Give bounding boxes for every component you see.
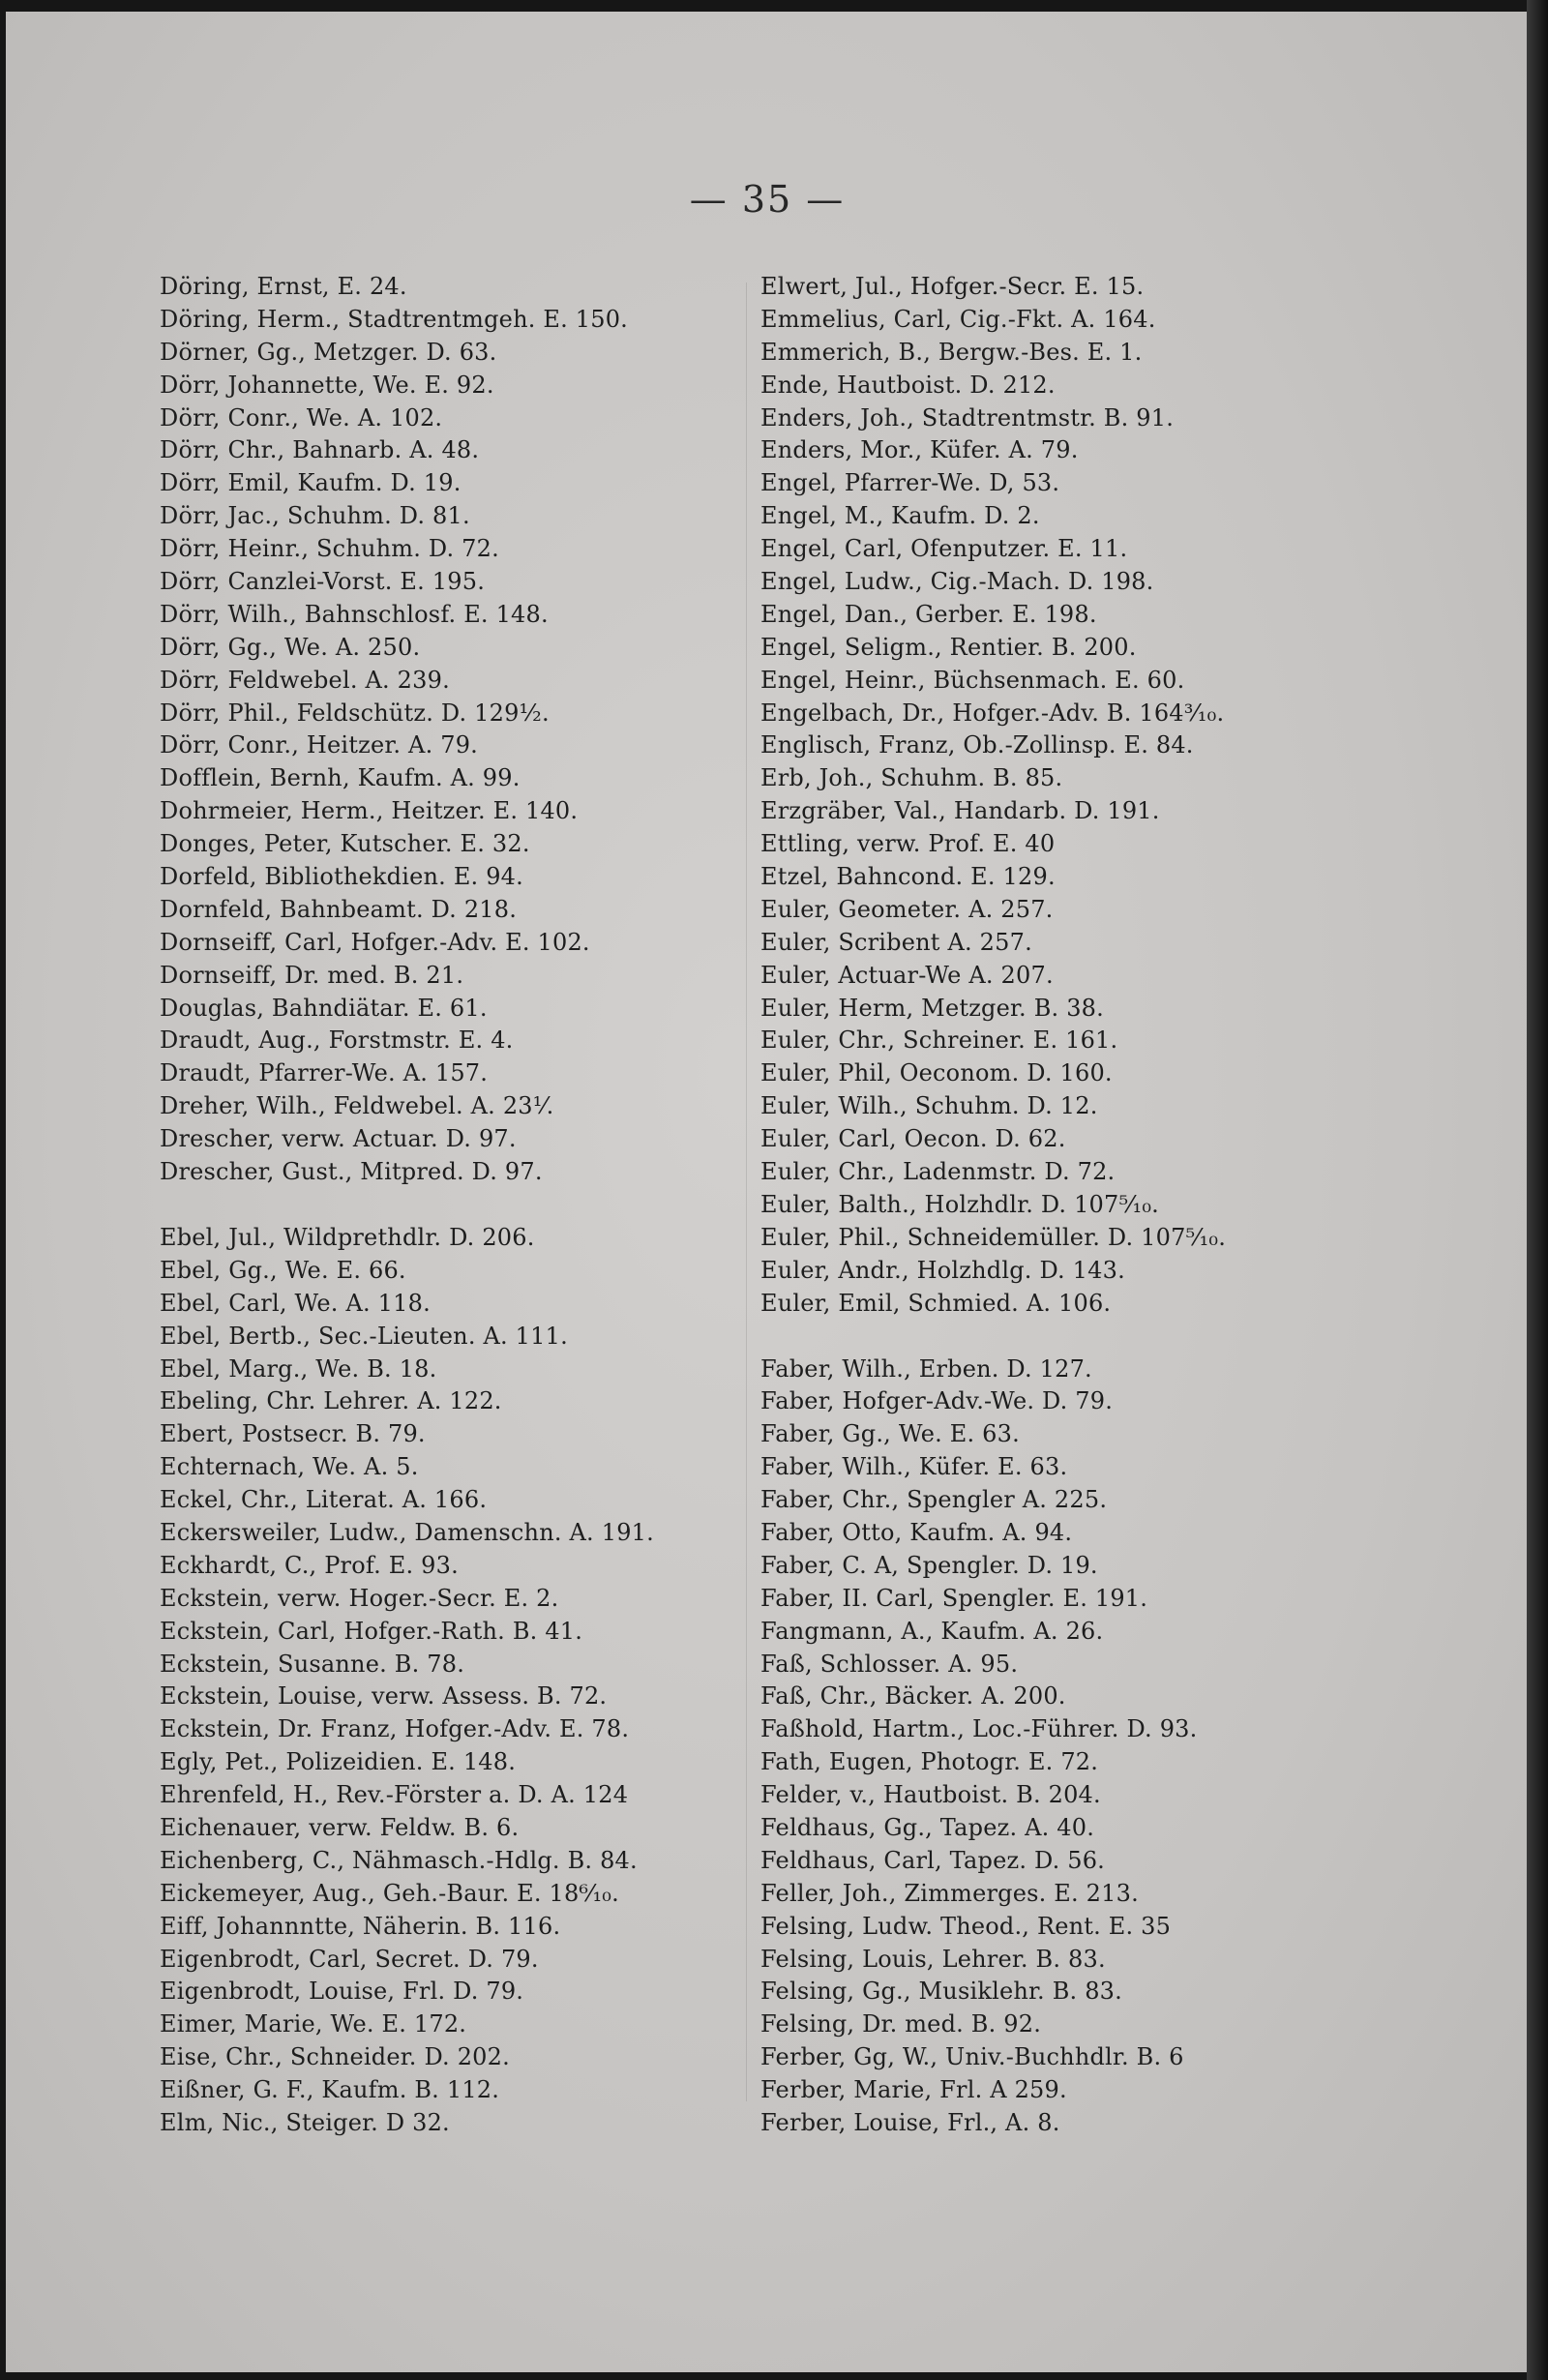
directory-entry: Ebel, Marg., We. B. 18. bbox=[160, 1354, 437, 1383]
directory-entry: Euler, Chr., Ladenmstr. D. 72. bbox=[760, 1158, 1116, 1186]
directory-entry: Ende, Hautboist. D. 212. bbox=[760, 371, 1056, 399]
book-binding-edge bbox=[1527, 0, 1548, 2380]
directory-entry: Eckhardt, C., Prof. E. 93. bbox=[160, 1551, 459, 1579]
directory-entry: Euler, Andr., Holzhdlg. D. 143. bbox=[760, 1256, 1125, 1284]
directory-entry: Donges, Peter, Kutscher. E. 32. bbox=[160, 830, 530, 858]
directory-entry: Dörr, Emil, Kaufm. D. 19. bbox=[160, 469, 461, 497]
directory-entry: Ettling, verw. Prof. E. 40 bbox=[760, 830, 1056, 858]
directory-entry: Eichenberg, C., Nähmasch.-Hdlg. B. 84. bbox=[160, 1846, 638, 1874]
directory-entry: Engel, Dan., Gerber. E. 198. bbox=[760, 600, 1097, 628]
directory-entry: Felsing, Gg., Musiklehr. B. 83. bbox=[760, 1978, 1122, 2006]
directory-entry: Ebeling, Chr. Lehrer. A. 122. bbox=[160, 1387, 502, 1415]
column-gutter bbox=[746, 283, 747, 2101]
directory-entry: Felder, v., Hautboist. B. 204. bbox=[760, 1781, 1101, 1809]
directory-entry: Engel, Seligm., Rentier. B. 200. bbox=[760, 633, 1137, 661]
directory-entry: Eckstein, verw. Hoger.-Secr. E. 2. bbox=[160, 1584, 559, 1612]
directory-entry: Engelbach, Dr., Hofger.-Adv. B. 164³⁄₁₀. bbox=[760, 699, 1225, 727]
directory-entry: Faber, Hofger-Adv.-We. D. 79. bbox=[760, 1387, 1114, 1415]
directory-entry: Eckersweiler, Ludw., Damenschn. A. 191. bbox=[160, 1518, 654, 1546]
directory-entry: Dörr, Conr., Heitzer. A. 79. bbox=[160, 731, 479, 759]
directory-entry: Euler, Phil., Schneidemüller. D. 107⁵⁄₁₀. bbox=[760, 1223, 1227, 1251]
directory-entry: Felsing, Louis, Lehrer. B. 83. bbox=[760, 1945, 1106, 1973]
directory-entry: Döring, Herm., Stadtrentmgeh. E. 150. bbox=[160, 305, 629, 333]
directory-entry: Engel, Heinr., Büchsenmach. E. 60. bbox=[760, 666, 1185, 694]
directory-entry: Eckstein, Susanne. B. 78. bbox=[160, 1650, 465, 1678]
directory-entry: Faber, Chr., Spengler A. 225. bbox=[760, 1486, 1108, 1514]
directory-entry: Ebert, Postsecr. B. 79. bbox=[160, 1420, 426, 1448]
directory-entry: Fangmann, A., Kaufm. A. 26. bbox=[760, 1617, 1104, 1645]
book-page bbox=[6, 12, 1529, 2372]
directory-entry: Eckstein, Carl, Hofger.-Rath. B. 41. bbox=[160, 1617, 583, 1645]
directory-entry: Draudt, Pfarrer-We. A. 157. bbox=[160, 1059, 489, 1087]
directory-entry: Faber, Otto, Kaufm. A. 94. bbox=[760, 1518, 1073, 1546]
directory-entry: Engel, Carl, Ofenputzer. E. 11. bbox=[760, 535, 1128, 563]
directory-entry: Englisch, Franz, Ob.-Zollinsp. E. 84. bbox=[760, 731, 1194, 759]
right-column bbox=[760, 271, 1341, 2303]
directory-entry: Ehrenfeld, H., Rev.-Förster a. D. A. 124 bbox=[160, 1781, 629, 1809]
directory-entry: Faber, Gg., We. E. 63. bbox=[760, 1420, 1020, 1448]
directory-entry: Eiff, Johannntte, Näherin. B. 116. bbox=[160, 1912, 561, 1940]
directory-entry: Ferber, Louise, Frl., A. 8. bbox=[760, 2108, 1060, 2136]
page-number: — 35 — bbox=[689, 178, 846, 221]
directory-entry: Dornfeld, Bahnbeamt. D. 218. bbox=[160, 895, 518, 923]
directory-entry: Faber, II. Carl, Spengler. E. 191. bbox=[760, 1584, 1148, 1612]
directory-entry: Euler, Wilh., Schuhm. D. 12. bbox=[760, 1092, 1098, 1120]
directory-entry: Ebel, Carl, We. A. 118. bbox=[160, 1289, 431, 1317]
directory-entry: Dreher, Wilh., Feldwebel. A. 23⅟. bbox=[160, 1092, 554, 1120]
directory-entry: Faber, C. A, Spengler. D. 19. bbox=[760, 1551, 1098, 1579]
directory-entry: Engel, Ludw., Cig.-Mach. D. 198. bbox=[760, 568, 1154, 596]
directory-entry: Elwert, Jul., Hofger.-Secr. E. 15. bbox=[760, 273, 1145, 300]
directory-entry: Döring, Ernst, E. 24. bbox=[160, 273, 407, 300]
directory-entry: Elm, Nic., Steiger. D 32. bbox=[160, 2108, 450, 2136]
directory-entry: Faßhold, Hartm., Loc.-Führer. D. 93. bbox=[760, 1715, 1198, 1743]
directory-entry: Euler, Scribent A. 257. bbox=[760, 928, 1032, 956]
directory-entry: Dörr, Canzlei-Vorst. E. 195. bbox=[160, 568, 486, 596]
directory-entry: Dörr, Jac., Schuhm. D. 81. bbox=[160, 502, 470, 530]
directory-entry: Dörr, Conr., We. A. 102. bbox=[160, 403, 443, 431]
directory-entry: Euler, Actuar-We A. 207. bbox=[760, 961, 1054, 989]
directory-entry: Ferber, Gg, W., Univ.-Buchhdlr. B. 6 bbox=[760, 2043, 1184, 2071]
directory-entry: Dörr, Wilh., Bahnschlosf. E. 148. bbox=[160, 600, 549, 628]
directory-entry: Enders, Joh., Stadtrentmstr. B. 91. bbox=[760, 403, 1175, 431]
directory-entry: Faß, Chr., Bäcker. A. 200. bbox=[760, 1682, 1066, 1711]
directory-entry: Eckstein, Louise, verw. Assess. B. 72. bbox=[160, 1682, 608, 1711]
directory-entry: Dörr, Gg., We. A. 250. bbox=[160, 633, 421, 661]
directory-entry: Ebel, Gg., We. E. 66. bbox=[160, 1256, 406, 1284]
directory-entry: Euler, Herm, Metzger. B. 38. bbox=[760, 994, 1104, 1022]
directory-entry: Dörner, Gg., Metzger. D. 63. bbox=[160, 338, 497, 366]
directory-entry: Eißner, G. F., Kaufm. B. 112. bbox=[160, 2076, 500, 2104]
directory-entry: Euler, Chr., Schreiner. E. 161. bbox=[760, 1026, 1118, 1055]
directory-entry: Faber, Wilh., Erben. D. 127. bbox=[760, 1354, 1092, 1383]
directory-entry: Ebel, Jul., Wildprethdlr. D. 206. bbox=[160, 1223, 535, 1251]
directory-entry: Dörr, Heinr., Schuhm. D. 72. bbox=[160, 535, 499, 563]
directory-entry: Dornseiff, Carl, Hofger.-Adv. E. 102. bbox=[160, 928, 590, 956]
directory-entry: Ebel, Bertb., Sec.-Lieuten. A. 111. bbox=[160, 1322, 568, 1350]
section-gap bbox=[160, 1189, 740, 1222]
directory-entry: Euler, Emil, Schmied. A. 106. bbox=[760, 1289, 1112, 1317]
directory-entry: Euler, Geometer. A. 257. bbox=[760, 895, 1054, 923]
directory-entry: Euler, Carl, Oecon. D. 62. bbox=[760, 1125, 1066, 1153]
section-gap bbox=[760, 1321, 1341, 1354]
directory-entry: Feller, Joh., Zimmerges. E. 213. bbox=[760, 1879, 1139, 1907]
directory-entry: Eckstein, Dr. Franz, Hofger.-Adv. E. 78. bbox=[160, 1715, 630, 1743]
directory-entry: Emmerich, B., Bergw.-Bes. E. 1. bbox=[760, 338, 1143, 366]
directory-entry: Euler, Phil, Oeconom. D. 160. bbox=[760, 1059, 1113, 1087]
directory-entry: Emmelius, Carl, Cig.-Fkt. A. 164. bbox=[760, 305, 1156, 333]
directory-entry: Drescher, Gust., Mitpred. D. 97. bbox=[160, 1158, 543, 1186]
directory-entry: Etzel, Bahncond. E. 129. bbox=[760, 863, 1056, 891]
directory-entry: Erzgräber, Val., Handarb. D. 191. bbox=[760, 797, 1160, 825]
directory-entry: Dofflein, Bernh, Kaufm. A. 99. bbox=[160, 764, 521, 792]
directory-entry: Engel, Pfarrer-We. D, 53. bbox=[760, 469, 1060, 497]
directory-entry: Eickemeyer, Aug., Geh.-Baur. E. 18⁶⁄₁₀. bbox=[160, 1879, 619, 1907]
directory-entry: Eigenbrodt, Carl, Secret. D. 79. bbox=[160, 1945, 539, 1973]
directory-entry: Feldhaus, Carl, Tapez. D. 56. bbox=[760, 1846, 1105, 1874]
directory-entry: Eimer, Marie, We. E. 172. bbox=[160, 2010, 467, 2038]
directory-entry: Eise, Chr., Schneider. D. 202. bbox=[160, 2043, 510, 2071]
left-column bbox=[160, 271, 740, 2303]
directory-entry: Fath, Eugen, Photogr. E. 72. bbox=[760, 1748, 1099, 1776]
directory-entry: Faber, Wilh., Küfer. E. 63. bbox=[760, 1453, 1068, 1481]
directory-entry: Draudt, Aug., Forstmstr. E. 4. bbox=[160, 1026, 514, 1055]
directory-entry: Euler, Balth., Holzhdlr. D. 107⁵⁄₁₀. bbox=[760, 1190, 1160, 1218]
directory-entry: Dorfeld, Bibliothekdien. E. 94. bbox=[160, 863, 523, 891]
directory-entry: Dörr, Johannette, We. E. 92. bbox=[160, 371, 494, 399]
directory-entry: Dörr, Feldwebel. A. 239. bbox=[160, 666, 450, 694]
directory-entry: Dörr, Phil., Feldschütz. D. 129½. bbox=[160, 699, 550, 727]
directory-entry: Eigenbrodt, Louise, Frl. D. 79. bbox=[160, 1978, 524, 2006]
directory-entry: Enders, Mor., Küfer. A. 79. bbox=[760, 436, 1079, 464]
directory-entry: Engel, M., Kaufm. D. 2. bbox=[760, 502, 1040, 530]
directory-entry: Dohrmeier, Herm., Heitzer. E. 140. bbox=[160, 797, 579, 825]
directory-entry: Dörr, Chr., Bahnarb. A. 48. bbox=[160, 436, 480, 464]
directory-entry: Eichenauer, verw. Feldw. B. 6. bbox=[160, 1813, 520, 1841]
directory-entry: Dornseiff, Dr. med. B. 21. bbox=[160, 961, 464, 989]
directory-entry: Echternach, We. A. 5. bbox=[160, 1453, 419, 1481]
directory-entry: Felsing, Ludw. Theod., Rent. E. 35 bbox=[760, 1912, 1172, 1940]
directory-entry: Egly, Pet., Polizeidien. E. 148. bbox=[160, 1748, 517, 1776]
directory-entry: Douglas, Bahndiätar. E. 61. bbox=[160, 994, 488, 1022]
directory-entry: Drescher, verw. Actuar. D. 97. bbox=[160, 1125, 517, 1153]
directory-entry: Eckel, Chr., Literat. A. 166. bbox=[160, 1486, 488, 1514]
directory-entry: Erb, Joh., Schuhm. B. 85. bbox=[760, 764, 1063, 792]
directory-entry: Faß, Schlosser. A. 95. bbox=[760, 1650, 1019, 1678]
directory-entry: Ferber, Marie, Frl. A 259. bbox=[760, 2076, 1067, 2104]
directory-entry: Feldhaus, Gg., Tapez. A. 40. bbox=[760, 1813, 1095, 1841]
directory-entry: Felsing, Dr. med. B. 92. bbox=[760, 2010, 1042, 2038]
